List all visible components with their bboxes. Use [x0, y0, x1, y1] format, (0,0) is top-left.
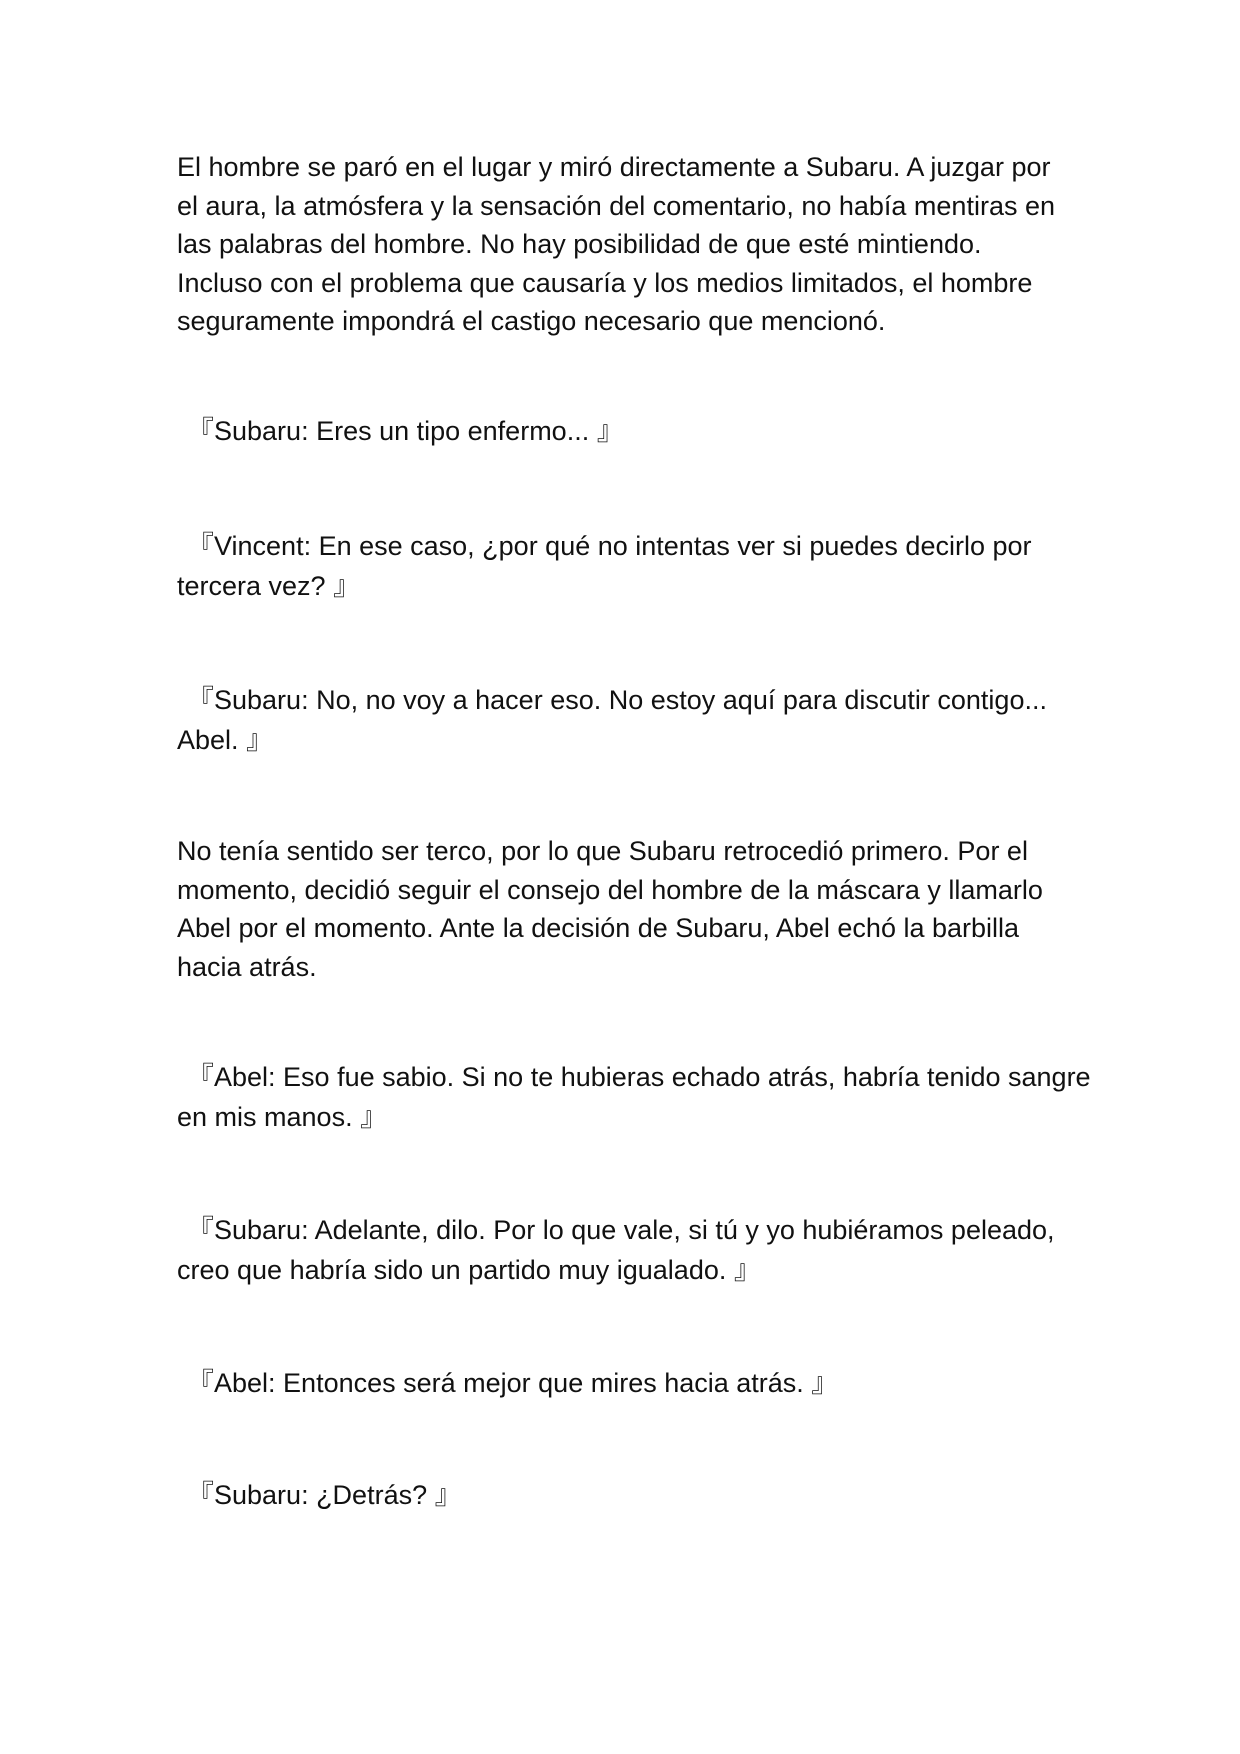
text-line: 『Subaru: Adelante, dilo. Por lo que vale, si tú y yo hubiéramos peleado,	[187, 1215, 1055, 1245]
text-line: tercera vez? 』	[177, 571, 361, 601]
text-line: 『Subaru: Eres un tipo enfermo... 』	[187, 416, 624, 446]
text-line: Abel por el momento. Ante la decisión de Subaru, Abel echó la barbilla	[177, 913, 1020, 943]
text-line: 『Abel: Eso fue sabio. Si no te hubieras echado atrás, habría tenido sangre	[187, 1062, 1091, 1092]
text-line: en mis manos. 』	[177, 1102, 388, 1132]
text-line: el aura, la atmósfera y la sensación del comentario, no había mentiras en	[177, 190, 1055, 221]
text-line: Incluso con el problema que causaría y los medios limitados, el hombre	[177, 267, 1033, 298]
dialogue-subaru-1	[177, 411, 1077, 451]
text-line: 『Vincent: En ese caso, ¿por qué no intentas ver si puedes decirlo por	[187, 531, 1032, 561]
text-line: No tenía sentido ser terco, por lo que Subaru retrocedió primero. Por el	[177, 836, 1028, 866]
dialogue-abel-2	[177, 1363, 1077, 1403]
text-line: seguramente impondrá el castigo necesario que mencionó.	[177, 306, 886, 336]
text-line: hacia atrás.	[177, 951, 317, 982]
narration-paragraph-2	[177, 832, 1077, 986]
text-line: momento, decidió seguir el consejo del hombre de la máscara y llamarlo	[177, 874, 1043, 905]
dialogue-subaru-2	[177, 680, 1077, 760]
narration-paragraph-1	[177, 148, 1077, 341]
text-line: 『Subaru: No, no voy a hacer eso. No estoy aquí para discutir contigo...	[187, 685, 1047, 715]
dialogue-subaru-4	[177, 1475, 1077, 1515]
text-line: 『Subaru: ¿Detrás? 』	[187, 1480, 462, 1510]
text-line: creo que habría sido un partido muy igualado. 』	[177, 1255, 761, 1285]
dialogue-subaru-3	[177, 1210, 1077, 1290]
dialogue-abel-1	[177, 1057, 1091, 1137]
text-line: Abel. 』	[177, 725, 274, 755]
text-line: 『Abel: Entonces será mejor que mires hacia atrás. 』	[187, 1368, 839, 1398]
dialogue-vincent-1	[177, 526, 1077, 606]
text-line: El hombre se paró en el lugar y miró directamente a Subaru. A juzgar por	[177, 152, 1051, 182]
text-line: las palabras del hombre. No hay posibilidad de que esté mintiendo.	[177, 229, 982, 259]
